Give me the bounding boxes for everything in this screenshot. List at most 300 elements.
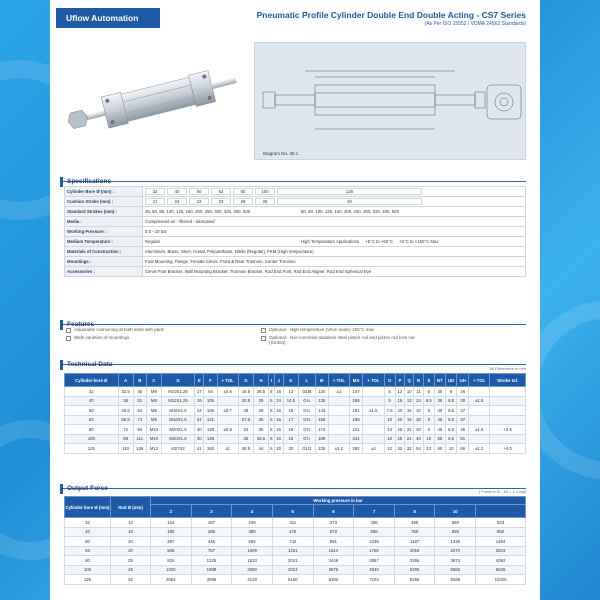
tech-cell: 30	[195, 425, 204, 435]
tech-cell: 128	[204, 425, 217, 435]
force-cell: 25	[111, 565, 151, 575]
tech-cell: G⅜	[298, 425, 315, 435]
feature-item: Wide varieties of mountings	[66, 335, 216, 341]
tech-cell: 20.5	[238, 396, 253, 406]
bore-header: Cylinder bore Ø (mm)	[65, 497, 111, 518]
spec-row	[65, 217, 526, 227]
technical-data-heading: Technical Data	[60, 353, 526, 365]
tech-cell: 34	[238, 425, 253, 435]
tech-cell: 30	[195, 434, 204, 444]
force-cell: 63	[65, 546, 111, 556]
tech-cell: M20X1.5	[161, 434, 194, 444]
force-cell: 816	[151, 556, 192, 566]
tech-cell	[328, 415, 349, 425]
tech-cell: 11	[414, 387, 423, 397]
tech-cell: 6	[423, 425, 434, 435]
tech-column-header: K	[283, 374, 298, 387]
tech-cell: 20	[283, 444, 298, 454]
tech-cell: 120	[315, 387, 328, 397]
tech-cell: 10	[405, 387, 414, 397]
tech-cell: 17	[283, 415, 298, 425]
tech-cell: M10X1.25	[161, 387, 194, 397]
feature-item: Optional - Non corrosive stainless steel piston rod and piston rod lock nut (SS304)	[261, 335, 421, 345]
tech-cell: 6	[269, 434, 274, 444]
force-cell: 891	[313, 537, 354, 547]
tech-cell: 158	[315, 415, 328, 425]
force-cell: 950	[476, 527, 526, 537]
tech-cell: 37	[457, 415, 469, 425]
tech-cell: 40	[414, 425, 423, 435]
tech-cell: 40	[65, 396, 119, 406]
spec-cell: 40	[167, 188, 187, 195]
tech-cell: 44	[253, 444, 268, 454]
tech-cell: G⅜	[298, 415, 315, 425]
force-cell: 1039	[354, 537, 395, 547]
spec-row	[65, 207, 526, 217]
spec-text: 25, 50, 80, 100, 125, 160, 200, 250, 300, 320, 400, 500	[145, 209, 251, 214]
tech-cell: 32	[405, 444, 414, 454]
force-cell: 40	[65, 527, 111, 537]
force-cell: 10320	[476, 575, 526, 585]
tech-cell: ±0.8	[217, 425, 238, 435]
tech-cell: 6.5	[445, 425, 457, 435]
tech-cell: 20	[274, 444, 283, 454]
tech-column-header: C	[146, 374, 161, 387]
spec-value	[143, 247, 526, 257]
force-cell: 1988	[191, 565, 232, 575]
force-cell: 380	[232, 527, 273, 537]
tech-column-header: F	[204, 374, 217, 387]
tech-cell: 30	[434, 387, 445, 397]
tech-cell: 10	[384, 434, 395, 444]
force-cell: 125	[65, 575, 111, 585]
tech-cell: G¼	[298, 396, 315, 406]
spec-text: Compressed air - filtered - lubricated	[145, 219, 215, 224]
force-cell: 8256	[394, 575, 435, 585]
tech-cell: 221	[350, 425, 363, 435]
force-cell: 1633	[232, 556, 273, 566]
tech-column-header: G	[238, 374, 253, 387]
spec-text: High Temperature Applications	[301, 239, 360, 244]
tech-cell	[490, 396, 526, 406]
technical-drawing	[255, 43, 527, 151]
spec-row	[65, 197, 526, 207]
tech-cell: 8	[423, 415, 434, 425]
tech-cell: 28	[238, 406, 253, 416]
pressure-column-header: 5	[272, 505, 313, 518]
spec-cell: 50	[189, 188, 209, 195]
force-cell: 1336	[435, 537, 476, 547]
tech-cell: 111	[133, 434, 146, 444]
tech-cell: M16X1.5	[161, 406, 194, 416]
tech-cell	[363, 425, 384, 435]
spec-row	[65, 257, 526, 267]
tech-cell: 45	[434, 415, 445, 425]
force-cell: 32	[111, 575, 151, 585]
force-cell: 20	[111, 537, 151, 547]
force-cell: 475	[272, 527, 313, 537]
force-cell: 285	[191, 527, 232, 537]
spec-row	[65, 247, 526, 257]
tech-cell: 166	[350, 396, 363, 406]
spec-text: 0.5 - 10 bar	[145, 229, 167, 234]
tech-cell: 125	[65, 444, 119, 454]
spec-label: Materials of Construction :	[65, 247, 143, 257]
tech-column-header: H	[253, 374, 268, 387]
spec-value	[143, 187, 526, 197]
tech-cell: 189	[315, 434, 328, 444]
tech-cell	[217, 434, 238, 444]
tech-cell: 196	[350, 415, 363, 425]
tech-cell: 29	[253, 396, 268, 406]
table-row	[65, 518, 526, 528]
pressure-column-header: 10	[435, 505, 476, 518]
force-cell: 2270	[435, 546, 476, 556]
tech-cell: 241	[350, 434, 363, 444]
spec-value	[143, 267, 526, 277]
tech-cell: 72	[118, 425, 133, 435]
tech-cell: 105	[204, 396, 217, 406]
force-cell: 1325	[151, 565, 192, 575]
force-cell: 623	[476, 518, 526, 528]
force-cell: 2857	[354, 556, 395, 566]
tech-cell: G½	[298, 434, 315, 444]
force-cell: 594	[232, 537, 273, 547]
tech-cell: 6.5	[445, 396, 457, 406]
tech-cell: 121	[204, 415, 217, 425]
tech-cell: 26	[457, 387, 469, 397]
table-row	[65, 387, 526, 397]
tech-cell: M10	[146, 434, 161, 444]
spec-label: Media :	[65, 217, 143, 227]
spec-text: Regular	[145, 239, 161, 244]
spec-text: 50, 80, 100, 125, 160, 200, 250, 300, 320, 400, 500	[301, 209, 399, 214]
spec-cell: 125	[277, 188, 422, 195]
tech-cell: M8	[146, 406, 161, 416]
table-row	[65, 415, 526, 425]
spec-label: Medium Temperature :	[65, 237, 143, 247]
tech-cell: 21	[405, 425, 414, 435]
force-cell: 1766	[354, 546, 395, 556]
checkbox-icon	[66, 336, 71, 341]
tech-cell	[217, 415, 238, 425]
tech-cell: ±1	[328, 387, 349, 397]
force-cell: 25	[111, 556, 151, 566]
pressure-column-header: 8	[394, 505, 435, 518]
tech-cell	[328, 434, 349, 444]
document-subtitle: (As Per ISO 15552 / VDMA 24562 Standards)	[424, 21, 526, 27]
spec-text: +5°C to +150°C Max	[399, 239, 439, 244]
pressure-column-header: 6	[313, 505, 354, 518]
tech-cell: 56.5	[118, 415, 133, 425]
tech-cell: 32	[395, 444, 404, 454]
tech-cell: 16	[274, 387, 283, 397]
tech-cell: 15	[283, 406, 298, 416]
tech-cell	[469, 434, 490, 444]
tech-column-header: UD	[445, 374, 457, 387]
tech-cell: 18	[283, 434, 298, 444]
tech-cell: 106	[204, 406, 217, 416]
tech-cell	[490, 406, 526, 416]
spec-cell: 32	[145, 188, 165, 195]
rod-header: Rod Ø (mm)	[111, 497, 151, 518]
tech-cell: 16	[395, 396, 404, 406]
dimension-note: All Dimension in mm	[489, 366, 526, 371]
tech-cell: 50	[65, 406, 119, 416]
force-cell: 3313	[272, 565, 313, 575]
tech-column-header: P	[395, 374, 404, 387]
tech-cell: 27.5	[238, 415, 253, 425]
tech-cell: 21	[405, 434, 414, 444]
table-row	[65, 434, 526, 444]
pressure-header: Working pressure in bar	[151, 497, 526, 505]
specifications-table	[64, 186, 526, 277]
tech-cell: 10	[384, 415, 395, 425]
tech-cell: 35	[253, 415, 268, 425]
tech-cell: 25	[395, 425, 404, 435]
force-cell: 16	[111, 527, 151, 537]
tech-cell: 32	[65, 387, 119, 397]
tech-cell: M8	[146, 396, 161, 406]
tech-cell: ±1.5	[469, 425, 490, 435]
force-cell: 50	[65, 537, 111, 547]
force-cell: 5965	[435, 565, 476, 575]
document-title: Pneumatic Profile Cylinder Double End Double Acting - CS7 Series	[256, 10, 526, 20]
tech-cell	[363, 387, 384, 397]
table-row	[65, 556, 526, 566]
tech-cell: ±1.2	[328, 444, 349, 454]
spec-text: Aluminium, Brass, Steel, Acetal, Polyurethane, Nitrile (Regular), FKM (High temperature)	[145, 249, 314, 254]
tech-cell: 10	[423, 434, 434, 444]
force-cell: 1187	[394, 537, 435, 547]
tech-cell: 136	[133, 444, 146, 454]
tech-cell: 38	[118, 396, 133, 406]
force-cell: 373	[313, 518, 354, 528]
table-row	[65, 546, 526, 556]
tech-cell: 26.5	[253, 387, 268, 397]
tech-cell: 10	[445, 444, 457, 454]
tech-cell: 74	[133, 415, 146, 425]
tech-cell: 135	[315, 396, 328, 406]
tech-cell: 51	[457, 434, 469, 444]
tech-cell: 292	[350, 444, 363, 454]
spec-cell: 28	[233, 198, 253, 205]
tech-cell: 48.5	[238, 444, 253, 454]
force-cell: 757	[191, 546, 232, 556]
tech-cell: 32	[414, 406, 423, 416]
tech-cell: 24	[195, 415, 204, 425]
tech-column-header: S	[423, 374, 434, 387]
force-cell: 6625	[476, 565, 526, 575]
tech-column-header: B	[133, 374, 146, 387]
tech-cell: 6	[269, 415, 274, 425]
force-cell: 445	[191, 537, 232, 547]
tech-cell: ±0.6	[217, 387, 238, 397]
tech-cell	[490, 434, 526, 444]
tech-cell: 18	[283, 425, 298, 435]
table-row	[65, 444, 526, 454]
force-cell: 760	[394, 527, 435, 537]
force-cell: 2064	[151, 575, 192, 585]
tech-cell: ±1.2	[469, 444, 490, 454]
tech-cell	[469, 406, 490, 416]
force-cell: 7224	[354, 575, 395, 585]
tech-cell	[490, 415, 526, 425]
tech-cell: 174	[315, 425, 328, 435]
brand-label: Uflow Automation	[56, 8, 160, 28]
spec-value	[143, 237, 526, 247]
force-cell: 1514	[313, 546, 354, 556]
force-cell: 3266	[394, 556, 435, 566]
force-cell: 742	[272, 537, 313, 547]
tech-cell: 24	[195, 406, 204, 416]
tech-column-header: L	[298, 374, 315, 387]
tech-cell: 16	[274, 425, 283, 435]
tech-cell: M12X1.25	[161, 396, 194, 406]
tech-column-header: BT	[434, 374, 445, 387]
tech-cell: 6	[269, 444, 274, 454]
force-cell: 559	[435, 518, 476, 528]
tech-cell: 18.5	[238, 387, 253, 397]
tech-cell: 20	[395, 415, 404, 425]
tech-cell: 13	[405, 396, 414, 406]
tech-cell: 24	[274, 396, 283, 406]
tech-column-header: J	[274, 374, 283, 387]
tech-cell: 8	[423, 406, 434, 416]
force-cell: 2018	[394, 546, 435, 556]
tech-column-header: A	[118, 374, 133, 387]
tech-cell: 100	[65, 434, 119, 444]
tech-cell	[490, 387, 526, 397]
spec-label: Standard Strokes (mm) :	[65, 207, 143, 217]
tech-cell: 40	[434, 406, 445, 416]
dimension-diagram	[254, 42, 526, 160]
tech-cell: 16	[405, 415, 414, 425]
specifications-heading: Specifications	[60, 170, 526, 182]
tech-cell: 80	[65, 425, 119, 435]
force-cell: 124	[151, 518, 192, 528]
force-cell: 1225	[191, 556, 232, 566]
tech-cell: M16X1.5	[161, 415, 194, 425]
tech-cell: 6	[445, 387, 457, 397]
tech-cell: 6.5	[445, 415, 457, 425]
tech-cell: 6	[269, 425, 274, 435]
tech-cell: M12	[146, 444, 161, 454]
force-cell: 20	[111, 546, 151, 556]
tech-column-header: D	[161, 374, 194, 387]
table-row	[65, 396, 526, 406]
tech-cell: 12	[395, 387, 404, 397]
spec-row	[65, 187, 526, 197]
technical-data-table	[64, 373, 526, 454]
spec-value	[143, 257, 526, 267]
pressure-column-header: 4	[232, 505, 273, 518]
tech-column-header: UH	[457, 374, 469, 387]
tech-cell: 63	[65, 415, 119, 425]
tech-cell: 181	[350, 406, 363, 416]
tech-column-header: Q	[405, 374, 414, 387]
tech-cell: 16	[274, 434, 283, 444]
force-cell: 100	[65, 565, 111, 575]
tech-cell: 94	[204, 387, 217, 397]
tech-column-header: MA	[350, 374, 363, 387]
tech-cell: 6.5	[423, 396, 434, 406]
tech-cell: 36	[238, 434, 253, 444]
spec-value	[143, 227, 526, 237]
tech-cell: 138	[204, 434, 217, 444]
tech-cell: M27X2	[161, 444, 194, 454]
tech-cell: +4.0	[490, 444, 526, 454]
force-cell: 187	[191, 518, 232, 528]
spec-label: Cushion Stroke (mm) :	[65, 197, 143, 207]
tech-cell: 14.5	[283, 396, 298, 406]
feature-item: Adjustable cushioning at both ends with pads	[66, 327, 216, 333]
spec-cell: 23	[211, 198, 231, 205]
spec-label: Accessories :	[65, 267, 143, 277]
tech-cell: 6.5	[445, 406, 457, 416]
tech-cell	[328, 396, 349, 406]
force-cell: 505	[151, 546, 192, 556]
tech-cell: G1/8	[298, 387, 315, 397]
tech-cell: 6	[269, 406, 274, 416]
tech-cell: ±0.7	[217, 406, 238, 416]
diagram-caption: Diagram No. 45.1	[263, 151, 299, 156]
spec-label: Mountings :	[65, 257, 143, 267]
tech-column-header: E	[195, 374, 204, 387]
product-photo	[64, 42, 249, 157]
tech-column-header: + TOL	[217, 374, 238, 387]
features-heading: Features	[60, 313, 526, 325]
force-cell: 6192	[313, 575, 354, 585]
tech-cell: M8	[146, 387, 161, 397]
spec-cell: 40	[277, 198, 422, 205]
tech-cell: 14	[384, 425, 395, 435]
tech-cell	[469, 415, 490, 425]
spec-cell: 23	[167, 198, 187, 205]
force-cell: 3976	[313, 565, 354, 575]
tech-cell	[328, 425, 349, 435]
cylinder-illustration	[64, 42, 249, 157]
tech-cell: 60	[434, 444, 445, 454]
tech-cell: 37	[457, 406, 469, 416]
tech-column-header: M	[315, 374, 328, 387]
force-cell: 498	[394, 518, 435, 528]
pressure-column-header: 7	[354, 505, 395, 518]
force-cell: 2041	[272, 556, 313, 566]
tech-cell: M8	[146, 415, 161, 425]
spec-cell: 80	[233, 188, 253, 195]
tech-column-header: O	[384, 374, 395, 387]
tech-cell: 147	[350, 387, 363, 397]
tech-cell: 16	[274, 415, 283, 425]
spec-cell: 63	[211, 188, 231, 195]
checkbox-icon	[261, 336, 266, 341]
tech-cell: 35	[434, 396, 445, 406]
tech-cell	[328, 406, 349, 416]
tech-cell: 94	[133, 425, 146, 435]
force-cell: 1484	[476, 537, 526, 547]
force-cell: 5160	[272, 575, 313, 585]
spec-cell: 21	[145, 198, 165, 205]
force-cell: 1261	[272, 546, 313, 556]
spec-value	[143, 217, 526, 227]
force-cell: 1009	[232, 546, 273, 556]
spec-text: Foot Mounting, Flange, Female Clevis, Front & Rear Trunnion, Center Trunnion	[145, 259, 296, 264]
table-row	[65, 425, 526, 435]
tech-cell: 160	[204, 444, 217, 454]
tech-cell: 5	[384, 387, 395, 397]
tech-cell: 110	[118, 444, 133, 454]
